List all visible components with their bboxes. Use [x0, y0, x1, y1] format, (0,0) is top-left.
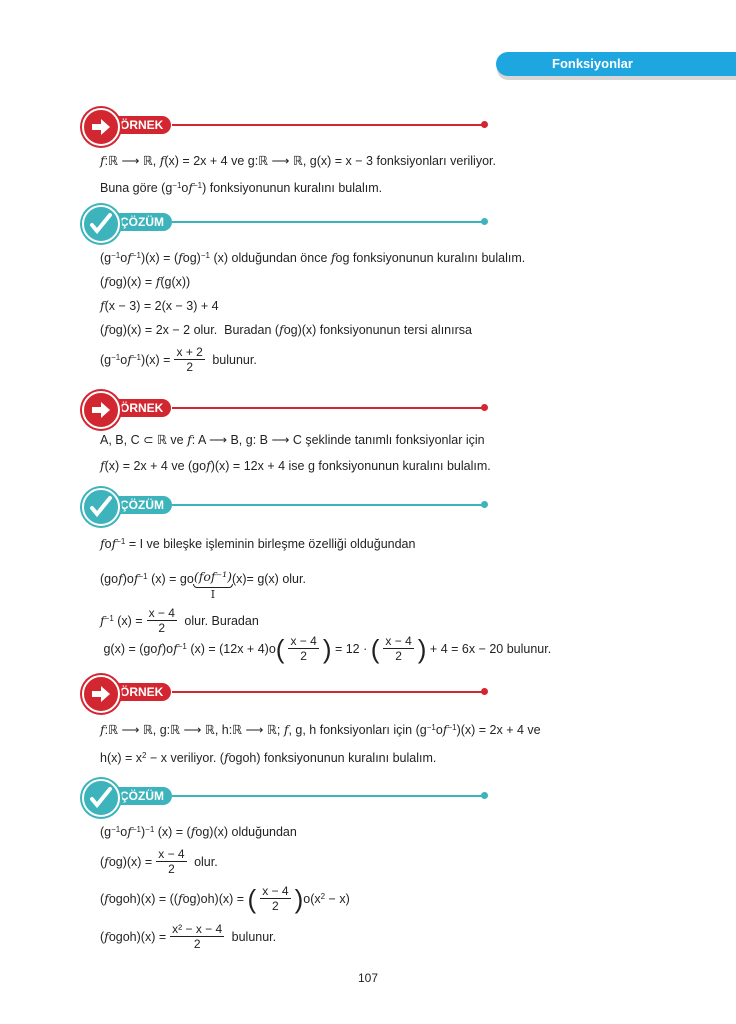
function-symbol: f — [188, 180, 193, 195]
function-symbol: f — [100, 722, 105, 737]
math-line — [100, 298, 219, 313]
section-label: ÖRNEK — [110, 399, 171, 417]
text: − x) — [325, 891, 350, 906]
math-line — [100, 153, 496, 168]
numerator: x² − x − 4 — [172, 922, 223, 936]
divider-dot — [481, 688, 488, 695]
text: ) fonksiyonunun kuralını bulalım. — [202, 180, 383, 195]
section-label: ÖRNEK — [110, 116, 171, 134]
text: : A ⟶ B, g: B ⟶ C şeklinde tanımlı fonksiyonlar için — [191, 433, 485, 447]
checkmark-icon — [82, 488, 120, 526]
numerator: x + 2 — [176, 345, 203, 359]
superscript: −1 — [177, 642, 187, 651]
math-line — [100, 274, 190, 289]
underbrace: (fof⁻¹) I — [193, 569, 232, 601]
text: , g, h fonksiyonları için (g — [288, 722, 427, 737]
function-symbol: f — [173, 641, 178, 656]
text: olur. — [190, 854, 218, 869]
text: og)(x) olduğundan — [195, 824, 297, 839]
math-line — [100, 569, 306, 601]
function-symbol: f — [104, 854, 109, 869]
text: Buna göre (g — [100, 180, 173, 195]
text: o — [120, 250, 128, 265]
text: (x) olduğundan önce — [209, 250, 331, 265]
function-symbol: f — [223, 750, 229, 765]
text: ( — [100, 929, 105, 944]
superscript: −1 — [426, 723, 436, 732]
superscript: −1 — [116, 537, 126, 546]
fraction — [156, 847, 186, 876]
arrow-right-icon — [82, 108, 120, 146]
superscript: −1 — [200, 251, 210, 260]
function-symbol: f — [127, 824, 132, 839]
math-line — [100, 922, 276, 951]
function-symbol: f — [100, 458, 105, 473]
function-symbol: f — [111, 536, 117, 551]
math-line — [100, 824, 297, 839]
text: o — [120, 352, 128, 367]
text: ) — [140, 824, 146, 839]
fraction — [174, 345, 204, 374]
math-line — [100, 606, 259, 635]
denominator: 2 — [395, 649, 402, 663]
checkmark-icon — [82, 205, 120, 243]
text: o — [435, 722, 443, 737]
text: (x) = go — [147, 571, 194, 586]
text: (g — [100, 824, 112, 839]
text: (x − 3) = 2(x − 3) + 4 — [104, 298, 219, 313]
fraction — [147, 606, 177, 635]
section-label: ÇÖZÜM — [110, 787, 172, 805]
text: og)(x) = 2x − 2 olur. Buradan ( — [108, 322, 280, 337]
function-symbol: f — [100, 613, 105, 628]
divider-dot — [481, 218, 488, 225]
function-symbol: f — [330, 250, 336, 265]
divider-line — [172, 407, 484, 409]
function-symbol: f — [100, 298, 105, 313]
function-symbol: f — [187, 432, 192, 447]
divider-line — [172, 691, 484, 693]
divider-line — [172, 124, 484, 126]
text: ( — [100, 322, 105, 337]
section-label: ÇÖZÜM — [110, 213, 172, 231]
math-line — [100, 634, 551, 663]
function-symbol: f — [104, 929, 109, 944]
checkmark-icon — [82, 779, 120, 817]
text: o(x — [303, 891, 321, 906]
text: o — [120, 824, 128, 839]
numerator: x − 4 — [158, 847, 185, 861]
text: (x)= g(x) olur. — [231, 571, 306, 586]
chapter-tab — [496, 52, 736, 76]
text: (x) = 2x + 4 ve (go — [104, 458, 207, 473]
text: o — [181, 180, 189, 195]
text: h(x) = x — [100, 750, 143, 765]
superscript: −1 — [131, 825, 141, 834]
math-line — [100, 345, 257, 374]
text: ogoh)(x) = — [108, 929, 167, 944]
text: ogoh) fonksiyonunun kuralını bulalım. — [228, 750, 437, 765]
text: og fonksiyonunun kuralını bulalım. — [335, 250, 526, 265]
ornek-header — [82, 675, 492, 711]
fraction — [383, 634, 413, 663]
cozum-header — [82, 488, 492, 524]
text: A, B, C ⊂ ℝ ve — [100, 433, 188, 447]
text: (x) = ( — [154, 824, 191, 839]
function-symbol: f — [100, 536, 105, 551]
text: )(x) = 2x + 4 ve — [456, 722, 541, 737]
fraction — [260, 884, 290, 913]
large-paren: ( — [370, 633, 380, 664]
math-line — [100, 750, 436, 765]
text: )o — [122, 571, 134, 586]
cozum-header — [82, 779, 492, 815]
text: og)(x) fonksiyonunun tersi alınırsa — [283, 322, 472, 337]
text: og)(x) = — [108, 274, 156, 289]
fraction — [288, 634, 318, 663]
text: (x) = — [113, 613, 143, 628]
text: = 12 · — [331, 641, 371, 656]
superscript: −1 — [104, 614, 114, 623]
function-symbol: f — [127, 352, 132, 367]
divider-dot — [481, 121, 488, 128]
superscript: −1 — [111, 353, 121, 362]
superscript: −1 — [172, 181, 182, 190]
text: (g — [100, 250, 112, 265]
divider-dot — [481, 792, 488, 799]
function-symbol: f — [133, 571, 139, 586]
denominator: 2 — [300, 649, 307, 663]
text: og)(x) = — [108, 854, 153, 869]
text: )(x) = 12x + 4 ise g fonksiyonunun kuralını bulalım. — [210, 458, 491, 473]
function-symbol: f — [190, 824, 196, 839]
function-symbol: f — [442, 722, 448, 737]
page-number: 107 — [357, 971, 379, 985]
superscript: 2 — [320, 892, 326, 901]
text: ( — [100, 891, 105, 906]
math-line — [100, 847, 218, 876]
braced-expr: (fof⁻¹) — [193, 569, 232, 584]
cozum-header — [82, 205, 492, 241]
function-symbol: f — [104, 891, 109, 906]
denominator: 2 — [272, 899, 279, 913]
math-line — [100, 458, 491, 473]
text: :ℝ ⟶ ℝ, — [104, 154, 160, 168]
superscript: −1 — [111, 825, 121, 834]
text: bulunur. — [208, 352, 257, 367]
math-line — [100, 432, 485, 447]
section-label: ÇÖZÜM — [110, 496, 172, 514]
large-paren: ) — [417, 633, 427, 664]
function-symbol: f — [100, 153, 105, 168]
function-symbol: f — [178, 250, 183, 265]
text: ogoh)(x) = (( — [108, 891, 178, 906]
fraction — [170, 922, 224, 951]
text: bulunur. — [228, 929, 277, 944]
large-paren: ) — [322, 633, 332, 664]
text: (g(x)) — [160, 274, 191, 289]
text: ( — [100, 274, 105, 289]
divider-dot — [481, 404, 488, 411]
divider-line — [172, 795, 484, 797]
text: (go — [100, 571, 119, 586]
ornek-header — [82, 391, 492, 427]
text: (g — [100, 352, 112, 367]
text: og)oh)(x) = — [182, 891, 248, 906]
ornek-header — [82, 108, 492, 144]
denominator: 2 — [193, 937, 201, 951]
math-line — [100, 536, 415, 551]
function-symbol: f — [127, 250, 132, 265]
superscript: −1 — [193, 181, 203, 190]
divider-line — [172, 221, 484, 223]
math-line — [100, 180, 382, 195]
numerator: x − 4 — [385, 634, 412, 648]
function-symbol: f — [283, 722, 289, 737]
denominator: 2 — [158, 621, 166, 635]
superscript: −1 — [447, 723, 457, 732]
text: ( — [100, 854, 105, 869]
section-label: ÖRNEK — [110, 683, 171, 701]
text: olur. Buradan — [180, 613, 259, 628]
math-line — [100, 722, 541, 737]
text: )(x) = — [140, 352, 171, 367]
divider-line — [172, 504, 484, 506]
math-line — [100, 250, 525, 265]
numerator: x − 4 — [290, 634, 317, 648]
text: (x) = (12x + 4)o — [186, 641, 276, 656]
superscript: 2 — [142, 751, 147, 760]
function-symbol: f — [159, 153, 165, 168]
large-paren: ) — [294, 883, 304, 914]
function-symbol: f — [118, 571, 123, 586]
text: o — [104, 536, 112, 551]
text: )o — [161, 641, 174, 656]
math-line — [100, 884, 350, 913]
function-symbol: f — [104, 322, 109, 337]
text: )(x) = ( — [140, 250, 179, 265]
text: g(x) = (go — [100, 641, 158, 656]
text: (x) = 2x + 4 ve g:ℝ ⟶ ℝ, g(x) = x − 3 fonksiyonları veriliyor. — [164, 154, 496, 168]
function-symbol: f — [177, 891, 183, 906]
divider-dot — [481, 501, 488, 508]
function-symbol: f — [104, 274, 109, 289]
numerator: x − 4 — [148, 606, 175, 620]
text: :ℝ ⟶ ℝ, g:ℝ ⟶ ℝ, h:ℝ ⟶ ℝ; — [104, 723, 284, 737]
function-symbol: f — [206, 458, 211, 473]
chapter-title: Fonksiyonlar — [552, 56, 633, 71]
denominator: 2 — [168, 862, 175, 876]
large-paren: ( — [275, 633, 285, 664]
function-symbol: f — [155, 274, 161, 289]
text: + 4 = 6x − 20 bulunur. — [426, 641, 552, 656]
superscript: −1 — [138, 572, 148, 581]
function-symbol: f — [157, 641, 162, 656]
arrow-right-icon — [82, 391, 120, 429]
denominator: 2 — [186, 360, 193, 374]
function-symbol: f — [279, 322, 284, 337]
superscript: −1 — [111, 251, 121, 260]
text: og) — [182, 250, 201, 265]
numerator: x − 4 — [262, 884, 289, 898]
large-paren: ( — [247, 883, 257, 914]
superscript: −1 — [131, 353, 141, 362]
superscript: −1 — [145, 825, 155, 834]
text: = I ve bileşke işleminin birleşme özelliği olduğundan — [125, 536, 416, 551]
superscript: −1 — [131, 251, 141, 260]
arrow-right-icon — [82, 675, 120, 713]
text: − x veriliyor. ( — [146, 750, 224, 765]
math-line — [100, 322, 472, 337]
